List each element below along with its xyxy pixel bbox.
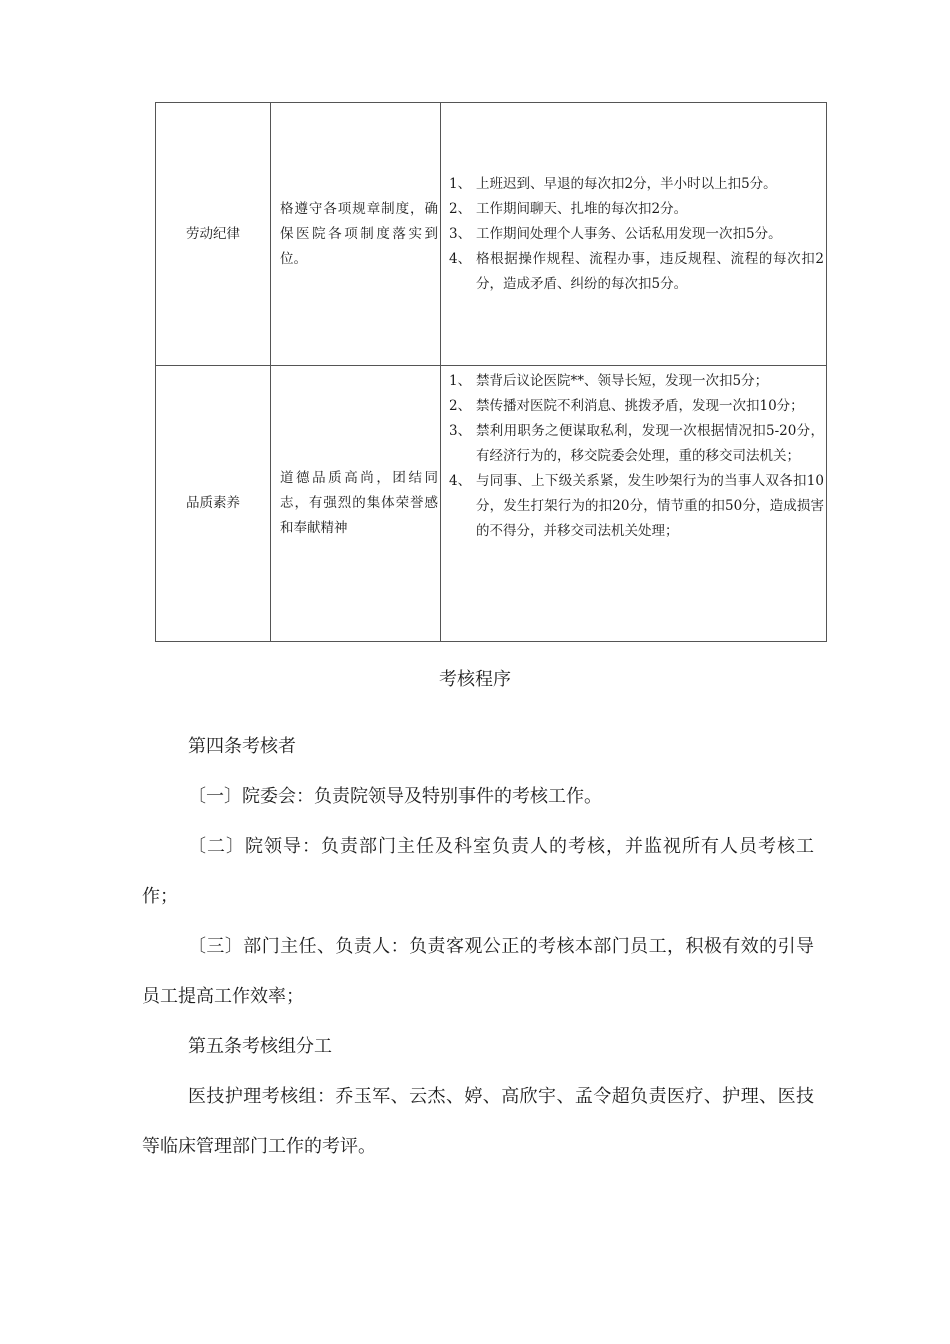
paragraph: 〔二〕院领导：负责部门主任及科室负责人的考核，并监视所有人员考核工作；: [142, 836, 814, 907]
list-item: [449, 419, 824, 469]
rules-cell: [441, 103, 827, 366]
rule-number: 1、: [449, 373, 472, 389]
rule-text: 工作期间聊天、扎堆的每次扣2分。: [476, 200, 688, 217]
rule-text: 上班迟到、早退的每次扣2分，半小时以上扣5分。: [476, 175, 777, 192]
category-cell: 品质素养: [156, 366, 271, 642]
section-title: 考核程序: [439, 669, 511, 690]
paragraph: 第五条考核组分工: [188, 1036, 332, 1057]
paragraph: 医技护理考核组：乔玉军、云杰、婷、高欣宇、孟令超负责医疗、护理、医技等临床管理部门工作的考评。: [142, 1086, 814, 1157]
rule-text: 禁传播对医院不利消息、挑拨矛盾，发现一次扣10分；: [476, 398, 804, 414]
rule-text: 禁背后议论医院**、领导长短，发现一次扣5分；: [476, 373, 769, 389]
list-item: [449, 247, 824, 297]
body-text: [142, 722, 814, 1172]
rules-list: [449, 369, 824, 544]
list-item: [449, 469, 824, 544]
rule-number: 2、: [449, 200, 472, 217]
table-row: [156, 366, 827, 642]
list-item: [449, 222, 824, 247]
requirement-cell: 道德品质高尚，团结同志，有强烈的集体荣誉感和奉献精神: [271, 366, 441, 642]
assessment-criteria-table: [155, 102, 827, 642]
list-item: [449, 197, 824, 222]
paragraph: 第四条考核者: [188, 736, 296, 757]
list-item: [449, 172, 824, 197]
rule-text: 禁利用职务之便谋取私利，发现一次根据情况扣5-20分，有经济行为的，移交院委会处理，重的移交司法机关；: [476, 423, 824, 464]
rule-text: 格根据操作规程、流程办事，违反规程、流程的每次扣2分，造成矛盾、纠纷的每次扣5分。: [476, 250, 824, 292]
rules-list: [449, 172, 824, 297]
rules-cell: [441, 366, 827, 642]
requirement-cell: 格遵守各项规章制度，确保医院各项制度落实到位。: [271, 103, 441, 366]
paragraph: 〔一〕院委会：负责院领导及特别事件的考核工作。: [188, 786, 602, 807]
rule-number: 4、: [449, 473, 472, 489]
rule-text: 工作期间处理个人事务、公话私用发现一次扣5分。: [476, 225, 782, 242]
rule-text: 与同事、上下级关系紧，发生吵架行为的当事人双各扣10分，发生打架行为的扣20分，情节重的扣50分，造成损害的不得分，并移交司法机关处理；: [476, 473, 824, 539]
rule-number: 2、: [449, 398, 472, 414]
list-item: [449, 394, 824, 419]
paragraph: 〔三〕部门主任、负责人：负责客观公正的考核本部门员工，积极有效的引导员工提高工作效率；: [142, 936, 814, 1007]
category-cell: 劳动纪律: [156, 103, 271, 366]
rule-number: 1、: [449, 175, 472, 192]
rule-number: 4、: [449, 250, 472, 267]
list-item: [449, 369, 824, 394]
rule-number: 3、: [449, 423, 472, 439]
rule-number: 3、: [449, 225, 472, 242]
table-row: [156, 103, 827, 366]
